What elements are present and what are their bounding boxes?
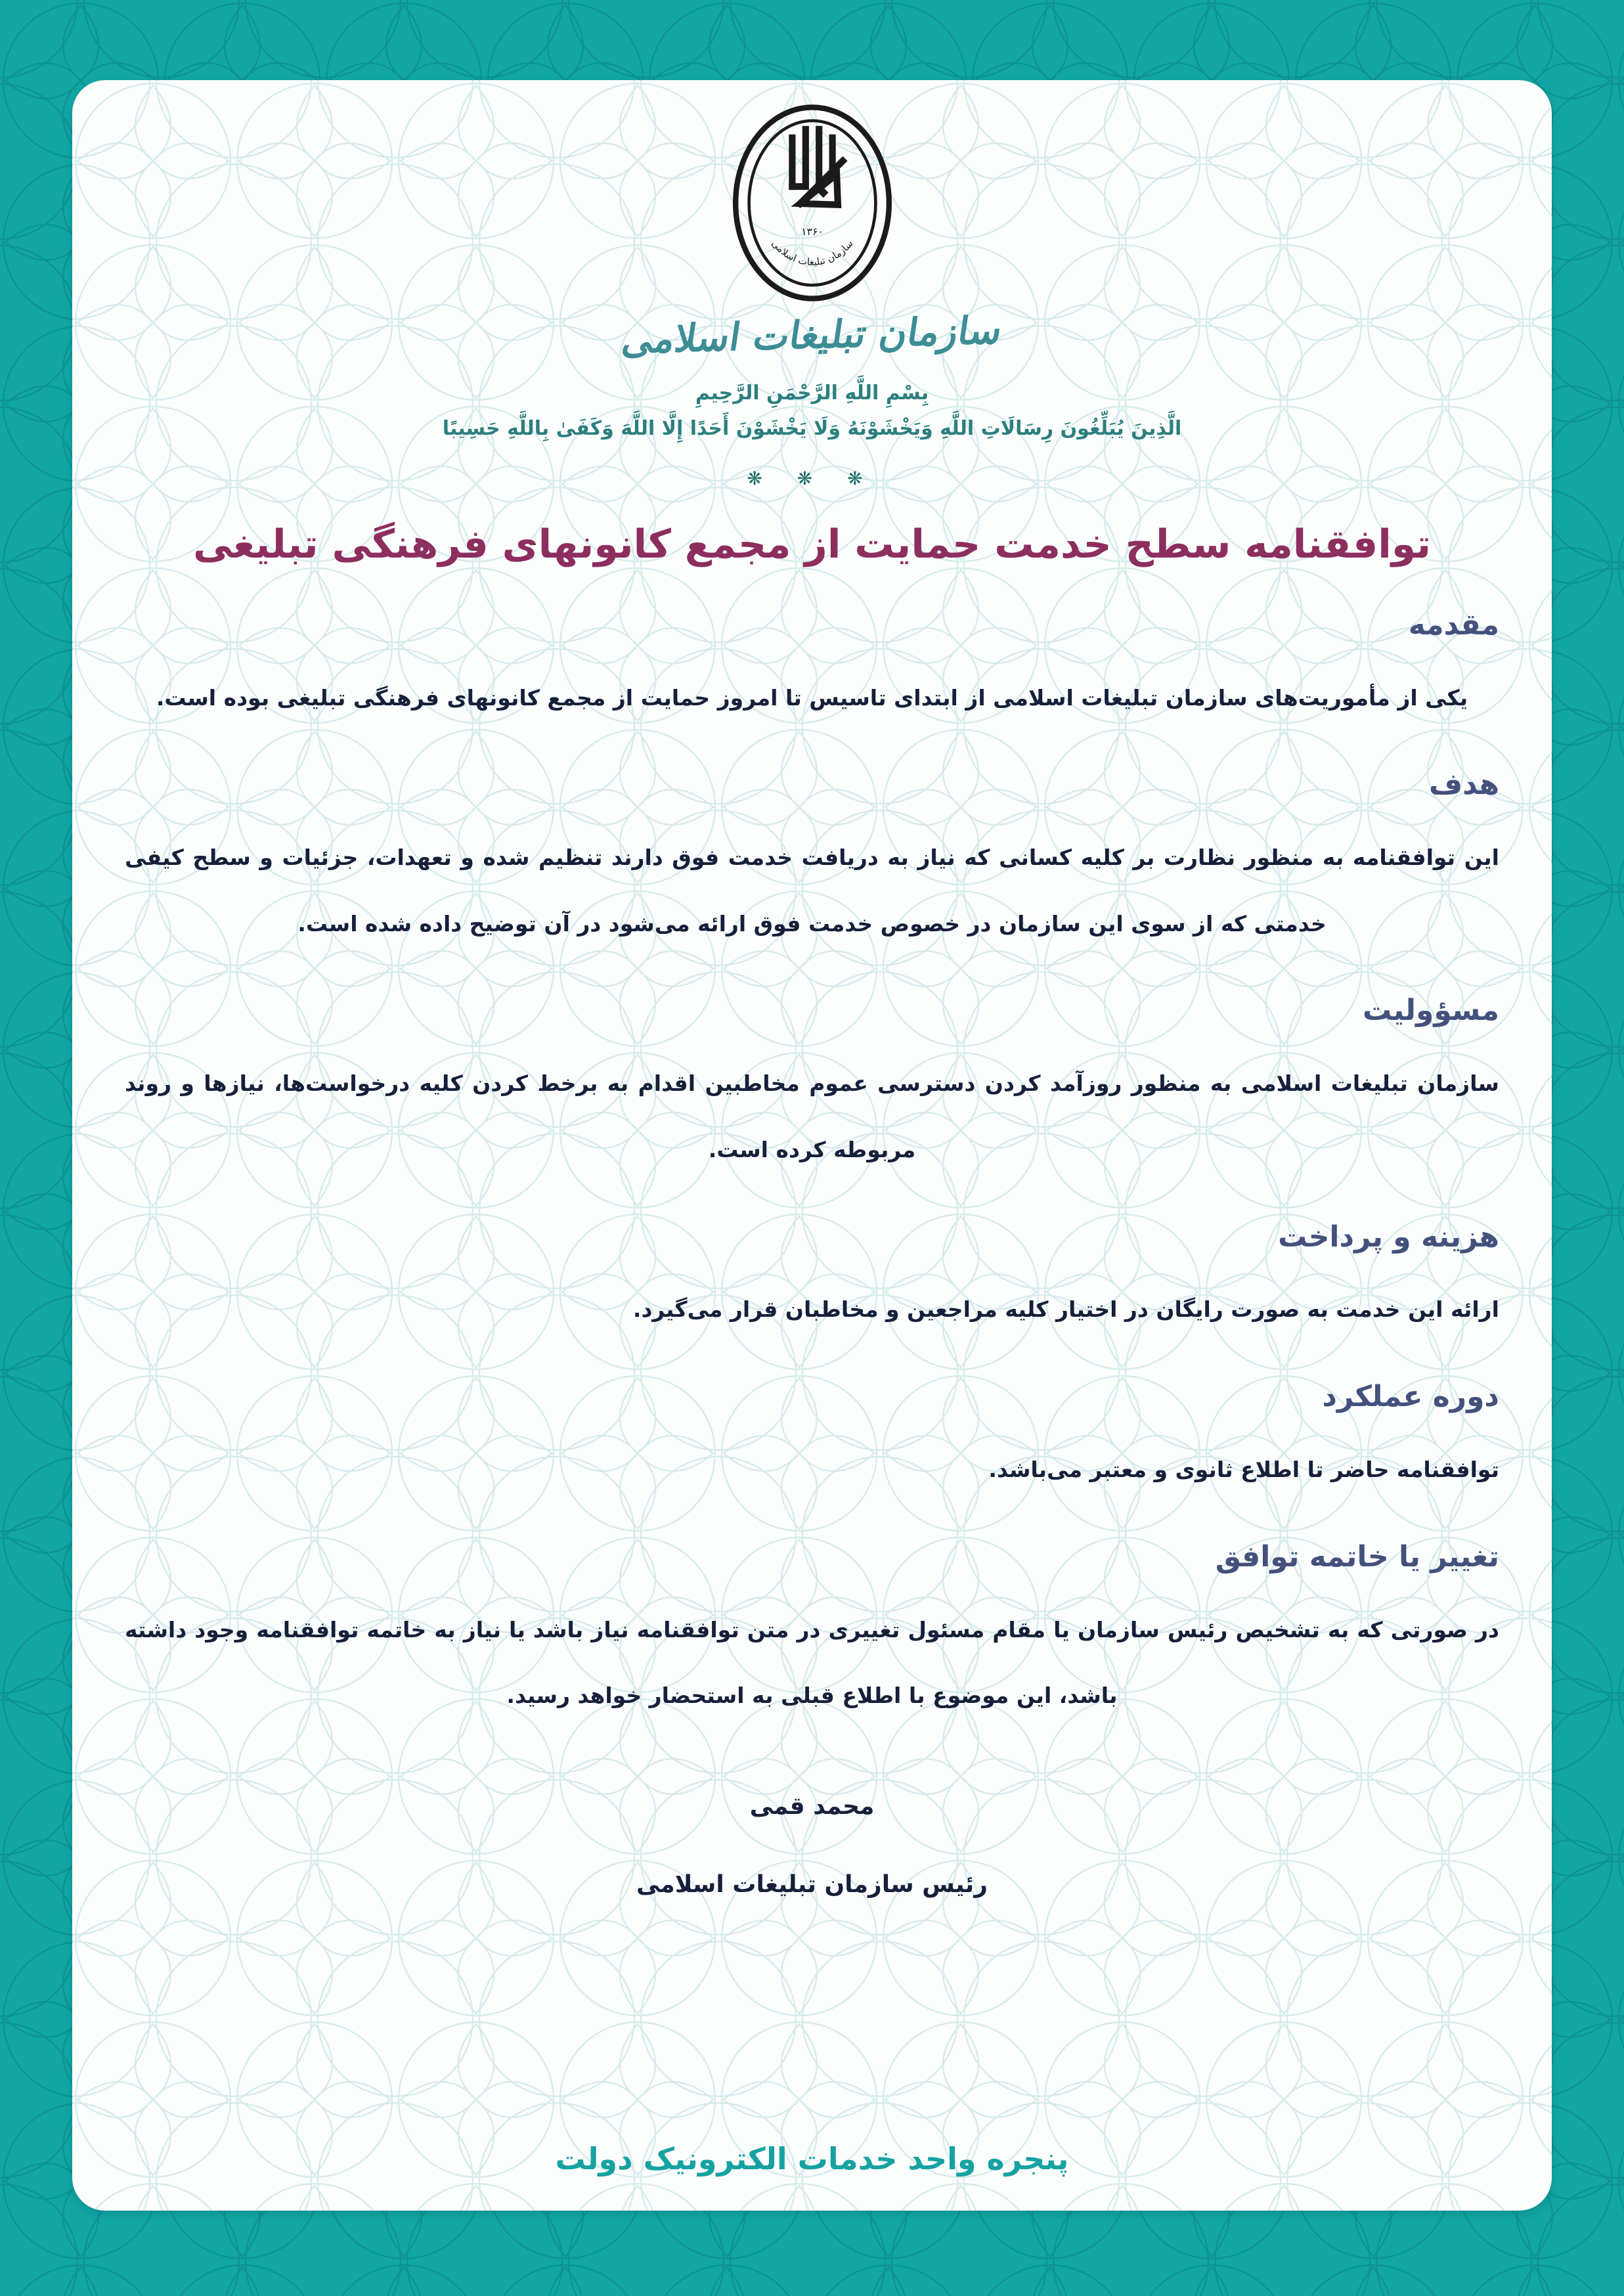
section-body-cost-payment: ارائه این خدمت به صورت رایگان در اختیار کلیه مراجعین و مخاطبان قرار می‌گیرد.: [632, 1296, 1499, 1323]
section-heading-responsibility: مسؤولیت: [1362, 994, 1499, 1028]
section-heading-cost-payment: هزینه و پرداخت: [1278, 1220, 1499, 1254]
section-heading-performance-period: دوره عملکرد: [1322, 1380, 1499, 1414]
emblem-arc-text: سازمان تبلیغات اسلامی: [768, 238, 856, 268]
emblem-year: ۱۳۶۰: [801, 225, 823, 238]
section-body-change-termination: در صورتی که به تشخیص رئیس سازمان یا مقام مسئول تغییری در متن توافقنامه نیاز باشد یا نیاز به خاتمه توافقنامه وجود داشته باشد، این موضوع با اطلاع قبلی به استحضار خواهد رسید.: [125, 1616, 1499, 1709]
document-title: توافقنامه سطح خدمت حمایت از مجمع کانونهای فرهنگی تبلیغی: [193, 521, 1431, 567]
section-heading-goal: هدف: [1428, 768, 1499, 802]
allah-kufic-motif: [792, 129, 843, 205]
section-body-introduction: یکی از مأموریت‌های سازمان تبلیغات اسلامی از ابتدای تاسیس تا امروز حمایت از مجمع کانونهای فرهنگی تبلیغی بوده است.: [156, 684, 1468, 711]
flower-separator: ❋ ❋ ❋: [747, 467, 877, 489]
organization-emblem-icon: [723, 102, 902, 303]
section-body-goal: این توافقنامه به منظور نظارت بر کلیه کسانی که نیاز به دریافت خدمت فوق دارند تنظیم شده و تعهدات، جزئیات و سطح کیفی خدمتی که از سوی این سازمان در خصوص خدمت فوق ارائه می‌شود در آن توضیح داده شده است.: [125, 845, 1499, 937]
section-body-performance-period: توافقنامه حاضر تا اطلاع ثانوی و معتبر می‌باشد.: [988, 1456, 1499, 1482]
footer-service-window: پنجره واحد خدمات الکترونیک دولت: [555, 2141, 1069, 2176]
section-body-responsibility: سازمان تبلیغات اسلامی به منظور روزآمد کردن دسترسی عموم مخاطبین اقدام به برخط کردن کلیه درخواست‌ها، نیازها و روند مربوطه کرده است.: [125, 1071, 1499, 1162]
section-heading-introduction: مقدمه: [1408, 607, 1499, 642]
organization-logo: [125, 80, 1499, 363]
organization-calligraphy-wordmark: سازمان تبلیغات اسلامی: [619, 307, 1005, 363]
document-content: [72, 80, 1552, 2211]
signatory-name: محمد قمی: [749, 1792, 875, 1820]
section-heading-change-termination: تغییر یا خاتمه توافق: [1215, 1539, 1499, 1574]
signatory-role: رئیس سازمان تبلیغات اسلامی: [636, 1870, 988, 1898]
signature-block: [125, 1792, 1499, 1899]
svg-text:سازمان تبلیغات اسلامی: [769, 238, 855, 268]
bismillah-line: بِسْمِ اللَّهِ الرَّحْمَنِ الرَّحِيمِ: [695, 381, 929, 405]
document-card: [72, 80, 1552, 2211]
sections: [125, 609, 1499, 1729]
quran-verse-line: الَّذِينَ يُبَلِّغُونَ رِسَالَاتِ اللَّهِ وَيَخْشَوْنَهُ وَلَا يَخْشَوْنَ أَحَدًا إِلَّا اللَّهَ وَكَفَىٰ بِاللَّهِ حَسِيبًا: [442, 416, 1182, 440]
